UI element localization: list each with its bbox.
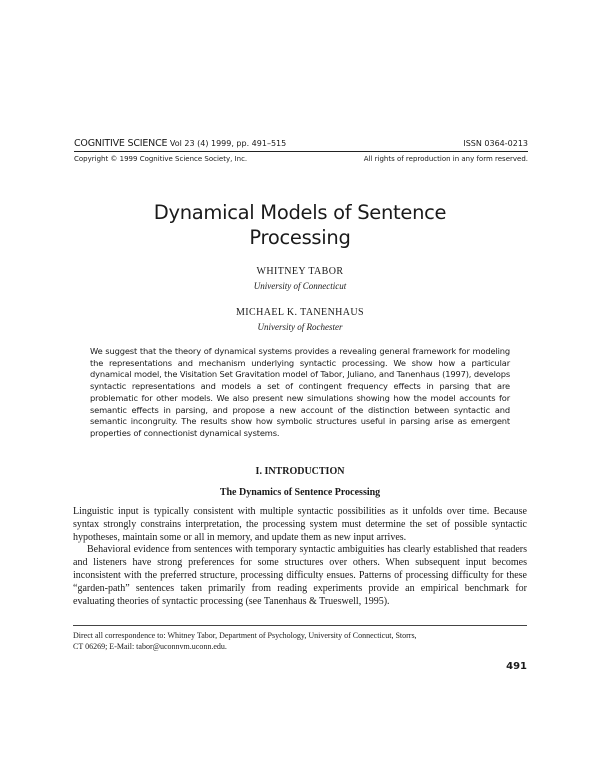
author-affiliation: University of Connecticut xyxy=(253,281,347,291)
journal-issue: Vol 23 (4) 1999, pp. 491–515 xyxy=(169,139,287,148)
paper-title xyxy=(100,200,500,250)
section-heading: I. INTRODUCTION xyxy=(255,466,345,477)
page-number: 491 xyxy=(506,661,527,672)
footnote-line: CT 06269; E-Mail: tabor@uconnvm.uconn.edu. xyxy=(73,642,227,651)
journal-issn: ISSN 0364-0213 xyxy=(463,139,528,148)
author-name: MICHAEL K. TANENHAUS xyxy=(235,307,365,318)
body-text xyxy=(73,506,527,608)
header-rule xyxy=(74,151,528,152)
title-line-2: Processing xyxy=(249,226,351,249)
paragraph: Linguistic input is typically consistent with multiple syntactic possibilities as it unfolds over time. Because syntax strongly constrains interpretation, the processing system must determine the set of possible syntactic hypotheses, maintain some or all in memory, and update them as new input arrives. xyxy=(73,506,527,543)
rights-notice: All rights of reproduction in any form reserved. xyxy=(363,155,528,163)
paragraph: Behavioral evidence from sentences with temporary syntactic ambiguities has clearly established that readers and listeners have strong preferences for some structures over others. When subsequent input becomes inconsistent with the preferred structure, processing difficulty ensues. Patterns of processing difficulty for these “garden-path” sentences taken primarily from reading experiments provide an empirical benchmark for evaluating theories of syntactic processing (see Tanenhaus & Trueswell, 1995). xyxy=(73,544,527,607)
copyright-notice: Copyright © 1999 Cognitive Science Society, Inc. xyxy=(74,155,248,163)
title-line-1: Dynamical Models of Sentence xyxy=(153,201,447,224)
footnote-line: Direct all correspondence to: Whitney Tabor, Department of Psychology, University of Connecticut, Storrs, xyxy=(73,631,417,640)
journal-header xyxy=(74,138,528,164)
footnote xyxy=(73,630,527,652)
subsection-heading: The Dynamics of Sentence Processing xyxy=(219,487,381,498)
author-affiliation: University of Rochester xyxy=(257,322,343,332)
author-name: WHITNEY TABOR xyxy=(256,266,344,277)
abstract: We suggest that the theory of dynamical systems provides a revealing general framework for modeling the representations and mechanism underlying syntactic processing. We show how a particular dynamical model, the Visitation Set Gravitation model of Tabor, Juliano, and Tanenhaus (1997), develops syntactic representations and models a set of contingent frequency effects in parsing that are problematic for other models. We also present new simulations showing how the model accounts for semantic effects in parsing, and propose a new account of the distinction between syntactic and semantic incongruity. The results show how symbolic structures useful in parsing arise as emergent properties of connectionist dynamical systems. xyxy=(90,346,510,438)
journal-name: COGNITIVE SCIENCE xyxy=(74,138,168,149)
footnote-rule xyxy=(73,625,527,626)
